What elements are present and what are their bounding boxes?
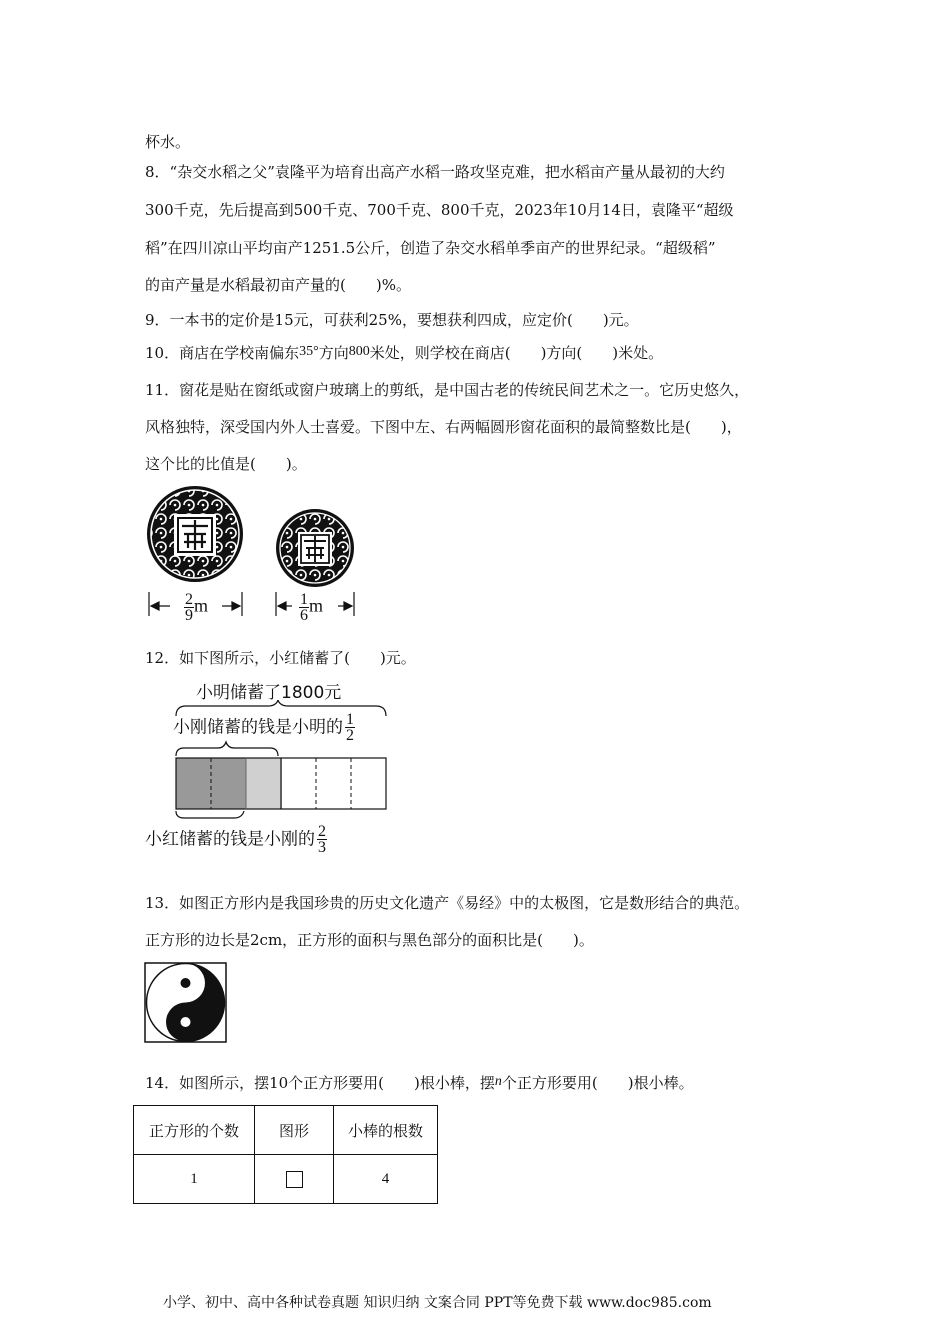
page-footer: 小学、初中、高中各种试卷真题 知识归纳 文案合同 PPT等免费下载 www.doc985.com — [163, 1295, 712, 1311]
q11-line3: 这个比的比值是( )。 — [145, 455, 307, 473]
table-header-row — [134, 1106, 438, 1155]
q8-line3: 稻”在四川凉山平均亩产1251.5公斤，创造了杂交水稻单季亩产的世界纪录。“超级稻” — [145, 239, 716, 257]
window-flower-figure — [140, 484, 370, 634]
q10-angle: 35° — [299, 344, 319, 359]
q13-line2: 正方形的边长是2cm，正方形的面积与黑色部分的面积比是( )。 — [145, 931, 594, 949]
q11-line2: 风格独特，深受国内外人士喜爱。下图中左、右两幅圆形窗花面积的最简整数比是( )， — [145, 418, 742, 436]
left-dim-num: 2 — [185, 591, 193, 608]
q14-var: n — [494, 1074, 502, 1089]
right-dimension-label — [297, 592, 323, 623]
q12-label-top: 小明储蓄了1800元 — [196, 683, 342, 703]
left-dim-unit: m — [194, 595, 209, 616]
q10-distance: 800 — [348, 344, 370, 359]
q10-part2: 方向 — [318, 344, 349, 362]
q10-text — [145, 343, 663, 365]
q10-part3: 米处，则学校在商店( )方向( )米处。 — [369, 344, 664, 362]
table-row — [134, 1155, 438, 1204]
q12-mid-den: 2 — [346, 727, 354, 744]
left-dim-den: 9 — [185, 607, 193, 624]
q7-tail: 杯水。 — [145, 133, 191, 151]
right-dim-num: 1 — [300, 591, 308, 608]
q12-label-mid-text: 小刚储蓄的钱是小明的 — [173, 717, 343, 738]
square-icon — [286, 1171, 303, 1188]
large-window-flower-icon — [147, 486, 243, 582]
cell-sticks: 4 — [334, 1155, 438, 1204]
bar-light-segment — [246, 758, 282, 809]
q14-text — [145, 1073, 694, 1095]
header-count: 正方形的个数 — [134, 1106, 255, 1155]
header-sticks: 小棒的根数 — [334, 1106, 438, 1155]
q12-label-mid — [173, 712, 355, 743]
small-window-flower-icon — [276, 509, 354, 587]
q14-part2: 个正方形要用( )根小棒。 — [501, 1074, 694, 1092]
q8-line2: 300千克，先后提高到500千克、700千克、800千克，2023年10月14日，袁隆平“超级 — [145, 201, 734, 219]
cell-count: 1 — [134, 1155, 255, 1204]
left-dimension-label — [182, 592, 208, 623]
q14-part1: 14．如图所示，摆10个正方形要用( )根小棒，摆 — [145, 1074, 495, 1092]
q12-label-bottom — [145, 824, 327, 855]
q13-line1: 13．如图正方形内是我国珍贵的历史文化遗产《易经》中的太极图，它是数形结合的典范。 — [145, 894, 750, 912]
dimension-arrows — [149, 592, 354, 616]
header-figure: 图形 — [255, 1106, 334, 1155]
bottom-brace — [176, 811, 244, 818]
mid-brace — [176, 742, 278, 756]
q8-line1: 8．“杂交水稻之父”袁隆平为培育出高产水稻一路攻坚克难，把水稻亩产量从最初的大约 — [145, 163, 725, 181]
q8-line4: 的亩产量是水稻最初亩产量的( )%。 — [145, 276, 411, 294]
q11-line1: 11．窗花是贴在窗纸或窗户玻璃上的剪纸，是中国古老的传统民间艺术之一。它历史悠久， — [145, 381, 750, 399]
q12-bottom-num: 2 — [318, 823, 326, 840]
sticks-table — [133, 1105, 438, 1204]
cell-figure — [255, 1155, 334, 1204]
q12-label-bottom-text: 小红储蓄的钱是小刚的 — [145, 829, 315, 850]
taiji-icon — [147, 964, 225, 1042]
right-dim-den: 6 — [300, 607, 308, 624]
q12-text: 12．如下图所示，小红储蓄了( )元。 — [145, 649, 416, 667]
q10-part1: 10．商店在学校南偏东 — [145, 344, 300, 362]
q12-mid-num: 1 — [346, 711, 354, 728]
right-dim-unit: m — [309, 595, 324, 616]
taiji-figure — [144, 962, 228, 1044]
q9-text: 9．一本书的定价是15元，可获利25%，要想获利四成，应定价( )元。 — [145, 311, 639, 329]
q12-bottom-den: 3 — [318, 839, 326, 856]
